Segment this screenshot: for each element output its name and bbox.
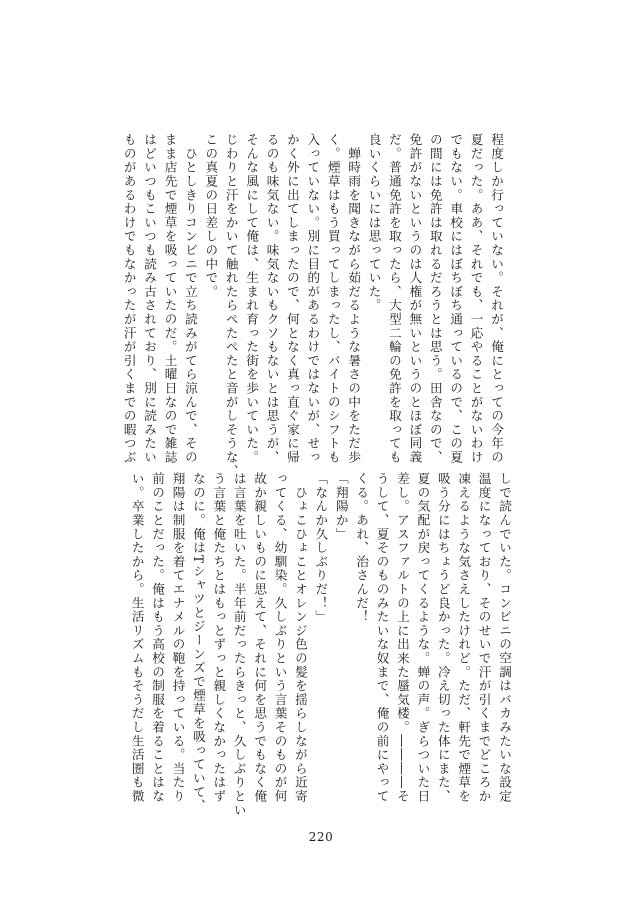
text-line: い。卒業したから。生活リズムもそうだし生活圏も微 — [129, 472, 145, 804]
text-line: しで読んでいた。コンビニの空調はバカみたいな設定 — [497, 472, 512, 804]
text-line: ひとしきりコンビニで立ち読みがてら涼んで、その — [182, 133, 198, 465]
text-block-bottom — [126, 472, 514, 817]
text-line: かく外に出てしまったので、何となく真っ直ぐ家に帰 — [284, 133, 300, 465]
text-line: この真夏の日差しの中で。 — [203, 133, 219, 299]
text-line: 凍えるような気さえしたけれど。ただ、軒先で煙草を — [456, 472, 472, 804]
text-line: ひょこひょことオレンジ色の髪を揺らしながら近寄 — [292, 472, 308, 804]
text-line: 前のことだった。俺はもう高校の制服を着ることはな — [150, 472, 166, 804]
text-line: 「なんか久しぶりだ！」 — [313, 472, 329, 624]
text-line: なのに。俺はTシャツとジーンズで煙草を吸っていて、 — [190, 472, 206, 813]
text-line: は言葉を吐いた。半年前だったらきっと、久しぶりとい — [231, 472, 247, 817]
text-line: 蝉時雨を聞きながら茹だるような暑さの中をただ歩 — [346, 133, 362, 465]
text-line: う言葉と俺たちとはもっとずっと親しくなかったはず — [211, 472, 227, 804]
text-line: まま店先で煙草を吸っていたのだ。土曜日なので雑誌 — [162, 133, 178, 465]
text-line: るのも味気ない。味気ないもクソもないとは思うが、 — [264, 133, 280, 465]
text-line: く。煙草はもう買ってしまったし、バイトのシフトも — [325, 133, 341, 465]
text-line: じわりと汗をかいて触れたらぺたぺたと音がしそうな、 — [223, 133, 239, 478]
text-line: 夏の気配が戻ってくるような。蝉の声。ぎらついた日 — [415, 472, 431, 804]
text-line: 翔陽は制服を着てエナメルの鞄を持っている。当たり — [170, 472, 186, 804]
page-number: 220 — [308, 830, 334, 844]
text-line: の間には免許は取れるだろうとは思う。田舎なので、 — [427, 133, 443, 465]
text-block-top — [118, 133, 506, 478]
text-line: 「翔陽か」 — [333, 472, 349, 541]
text-line: うして、夏そのものみたいな奴まで、俺の前にやって — [374, 472, 390, 804]
text-line: ってくる、幼馴染。久しぶりという言葉そのものが何 — [272, 472, 288, 804]
text-line: そんな風にして俺は、生まれ育った街を歩いていた。 — [244, 133, 260, 465]
text-line: ものがあるわけでもなかったが汗が引くまでの暇つぶ — [121, 133, 137, 465]
text-line: 免許がないというのは人権が無いというのとほぼ同義 — [407, 133, 423, 465]
text-line: 夏だった。ああ、それでも、一応やることがないわけ — [468, 133, 484, 465]
text-line: くる。あれ、治さんだ！ — [354, 472, 370, 624]
text-line: 良いくらいには思っていた。 — [366, 133, 382, 313]
text-line: はどいつもこいつも読み古されており、別に読みたい — [142, 133, 158, 465]
text-line: 温度になっており、そのせいで汗が引くまでどころか — [476, 472, 492, 804]
text-line: 故か親しいものに思えて、それに何を思うでもなく俺 — [252, 472, 268, 804]
text-line: 差し。アスファルトの上に出来た蜃気楼。――――そ — [394, 472, 410, 804]
text-line: でもない。車校にはぼちぼち通っているので、この夏 — [448, 133, 464, 465]
text-line: 入っていない。別に目的があるわけではないが、せっ — [305, 133, 321, 465]
text-line: だ。普通免許を取ったら、大型二輪の免許を取っても — [386, 133, 402, 465]
text-line: 吸う分にはちょうど良かった。冷え切った体にまた、 — [435, 472, 451, 804]
text-line: 程度しか行っていない。それが、俺にとっての今年の — [489, 133, 504, 465]
